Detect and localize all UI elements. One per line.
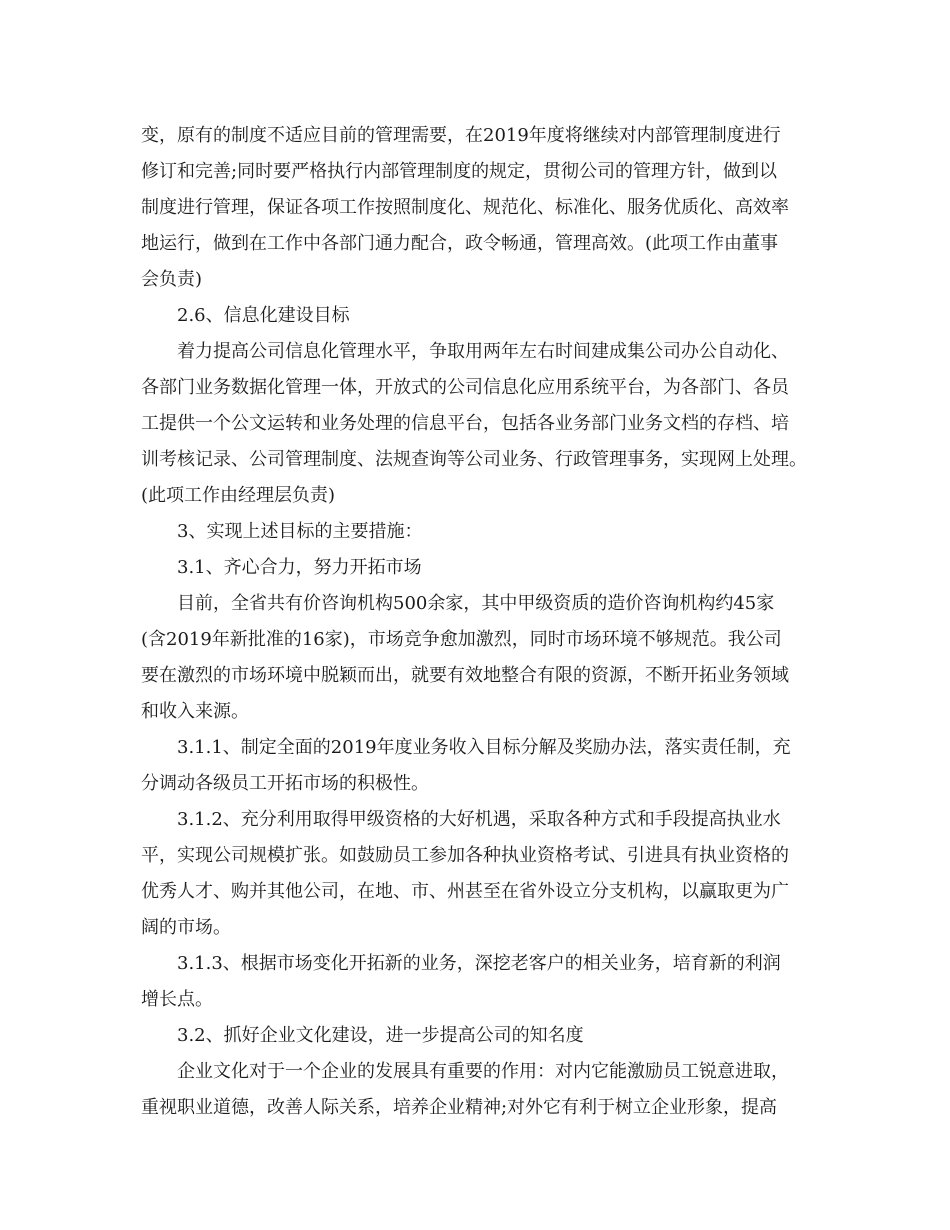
text-line: 3.1.3、根据市场变化开拓新的业务，深挖老客户的相关业务，培育新的利润 [177,953,781,974]
text-line: 平，实现公司规模扩张。如鼓励员工参加各种执业资格考试、引进具有执业资格的 [141,845,789,866]
document-body [141,118,821,1126]
text-line: 阔的市场。 [141,917,231,938]
text-line: 目前，全省共有价咨询机构500余家，其中甲级资质的造价咨询机构约45家 [177,593,775,614]
text-line: (含2019年新批准的16家)，市场竞争愈加激烈，同时市场环境不够规范。我公司 [141,629,782,650]
text-line: 训考核记录、公司管理制度、法规查询等公司业务、行政管理事务，实现网上处理。 [141,449,807,470]
text-line: 工提供一个公文运转和业务处理的信息平台，包括各业务部门业务文档的存档、培 [141,413,789,434]
text-line: 变，原有的制度不适应目前的管理需要，在2019年度将继续对内部管理制度进行 [141,125,781,146]
text-line: 增长点。 [141,989,213,1010]
text-line: (此项工作由经理层负责) [141,485,336,506]
text-line: 分调动各级员工开拓市场的积极性。 [141,773,429,794]
text-line: 3.1、齐心合力，努力开拓市场 [177,557,422,578]
text-line: 着力提高公司信息化管理水平，争取用两年左右时间建成集公司办公自动化、 [177,341,789,362]
text-line: 要在激烈的市场环境中脱颖而出，就要有效地整合有限的资源，不断开拓业务领域 [141,665,789,686]
text-line: 和收入来源。 [141,701,249,722]
text-line: 制度进行管理，保证各项工作按照制度化、规范化、标准化、服务优质化、高效率 [141,197,789,218]
text-line: 地运行，做到在工作中各部门通力配合，政令畅通，管理高效。(此项工作由董事 [141,233,779,254]
text-line: 3.1.1、制定全面的2019年度业务收入目标分解及奖励办法，落实责任制，充 [177,737,791,758]
text-line: 3、实现上述目标的主要措施： [177,521,423,542]
text-line: 3.1.2、充分利用取得甲级资格的大好机遇，采取各种方式和手段提高执业水 [177,809,781,830]
text-line: 3.2、抓好企业文化建设，进一步提高公司的知名度 [177,1025,584,1046]
text-line: 各部门业务数据化管理一体，开放式的公司信息化应用系统平台，为各部门、各员 [141,377,789,398]
text-line: 企业文化对于一个企业的发展具有重要的作用：对内它能激励员工锐意进取， [177,1061,789,1082]
text-line: 优秀人才、购并其他公司，在地、市、州甚至在省外设立分支机构，以赢取更为广 [141,881,789,902]
text-line: 会负责) [141,269,203,290]
text-line: 2.6、信息化建设目标 [177,305,350,326]
text-line: 修订和完善;同时要严格执行内部管理制度的规定，贯彻公司的管理方针，做到以 [141,161,778,182]
text-line: 重视职业道德，改善人际关系，培养企业精神;对外它有利于树立企业形象，提高 [141,1097,778,1118]
